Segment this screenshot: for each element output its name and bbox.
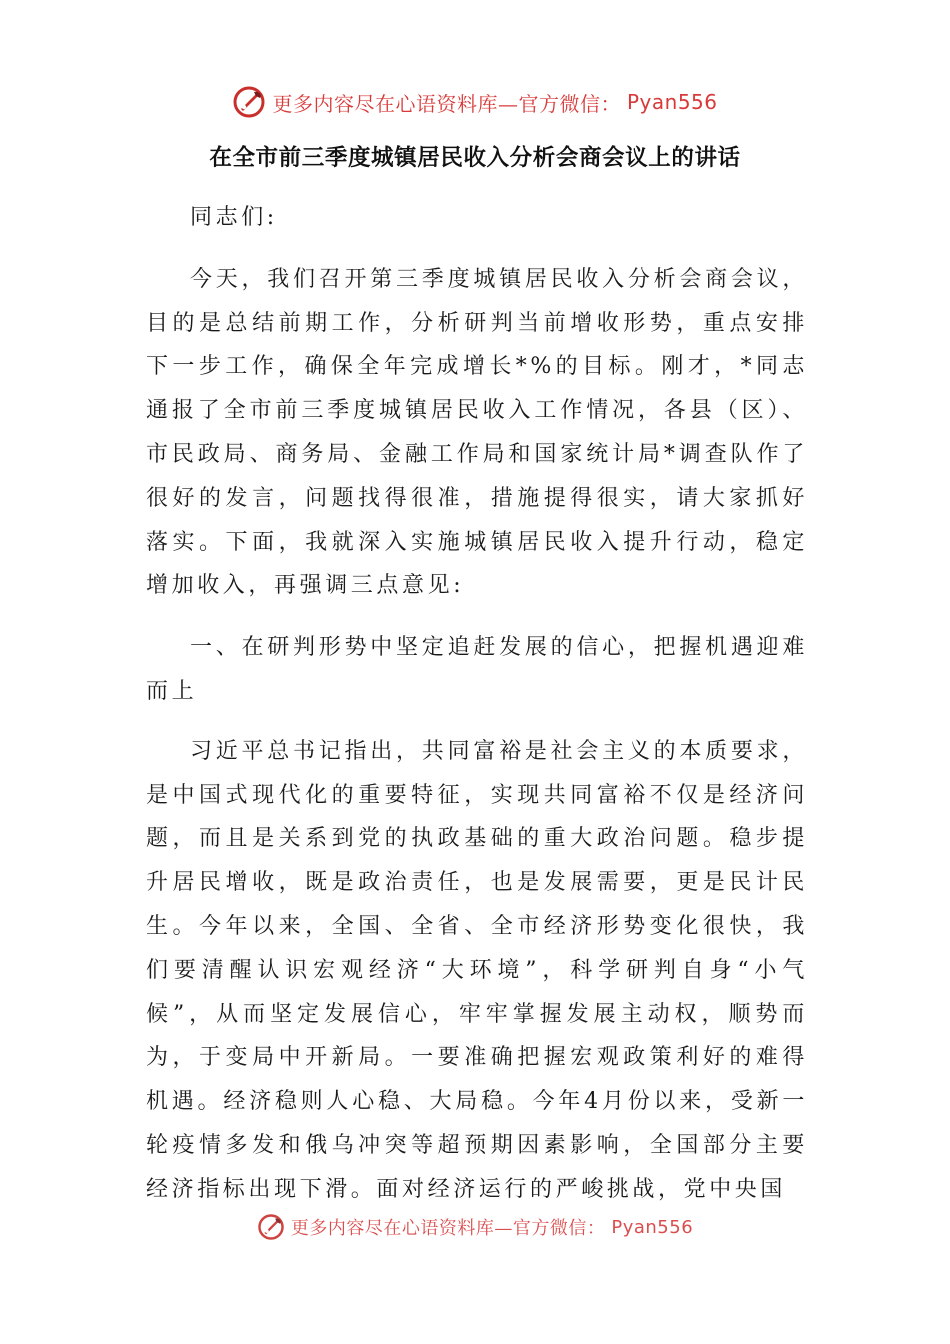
salutation: 同志们: — [190, 205, 278, 230]
watermark-banner-top — [0, 84, 950, 120]
quill-seal-icon — [257, 1213, 285, 1241]
watermark-banner-bottom — [0, 1205, 950, 1237]
watermark-text: 更多内容尽在心语资料库—官方微信： — [290, 1218, 606, 1239]
document-title: 在全市前三季度城镇居民收入分析会商会议上的讲话 — [209, 145, 741, 171]
quill-seal-icon — [232, 85, 266, 119]
paragraph-section-1: 习近平总书记指出，共同富裕是社会主义的本质要求，是中国式现代化的重要特征，实现共同富裕不仅是经济问题，而且是关系到党的执政基础的重大政治问题。稳步提升居民增收，既是政治责任，也是发展需要，更是民计民生。今年以来，全国、全省、全市经济形势变化很快，我们要清醒认识宏观经济“大环境”，科学研判自身“小气候”，从而坚定发展信心，牢牢掌握发展主动权，顺势而为，于变局中开新局。一要准确把握宏观政策利好的难得机遇。经济稳则人心稳、大局稳。今年4月份以来，受新一轮疫情多发和俄乌冲突等超预期因素影响，全国部分主要经济指标出现下滑。面对经济运行的严峻挑战，党中央国 — [146, 738, 808, 1202]
paragraph-opening: 今天，我们召开第三季度城镇居民收入分析会商会议，目的是总结前期工作，分析研判当前增收形势，重点安排下一步工作，确保全年完成增长*%的目标。刚才，*同志通报了全市前三季度城镇居民收入工作情况，各县（区）、市民政局、商务局、金融工作局和国家统计局*调查队作了很好的发言，问题找得很准，措施提得很实，请大家抓好落实。下面，我就深入实施城镇居民收入提升行动，稳定增加收入，再强调三点意见: — [146, 266, 808, 599]
section-heading-1: 一、在研判形势中坚定追赶发展的信心，把握机遇迎难而上 — [146, 635, 808, 704]
watermark-contact: Pyan556 — [626, 90, 718, 114]
watermark-contact: Pyan556 — [611, 1216, 694, 1238]
watermark-text: 更多内容尽在心语资料库—官方微信： — [272, 91, 621, 116]
document-body — [146, 196, 808, 1230]
